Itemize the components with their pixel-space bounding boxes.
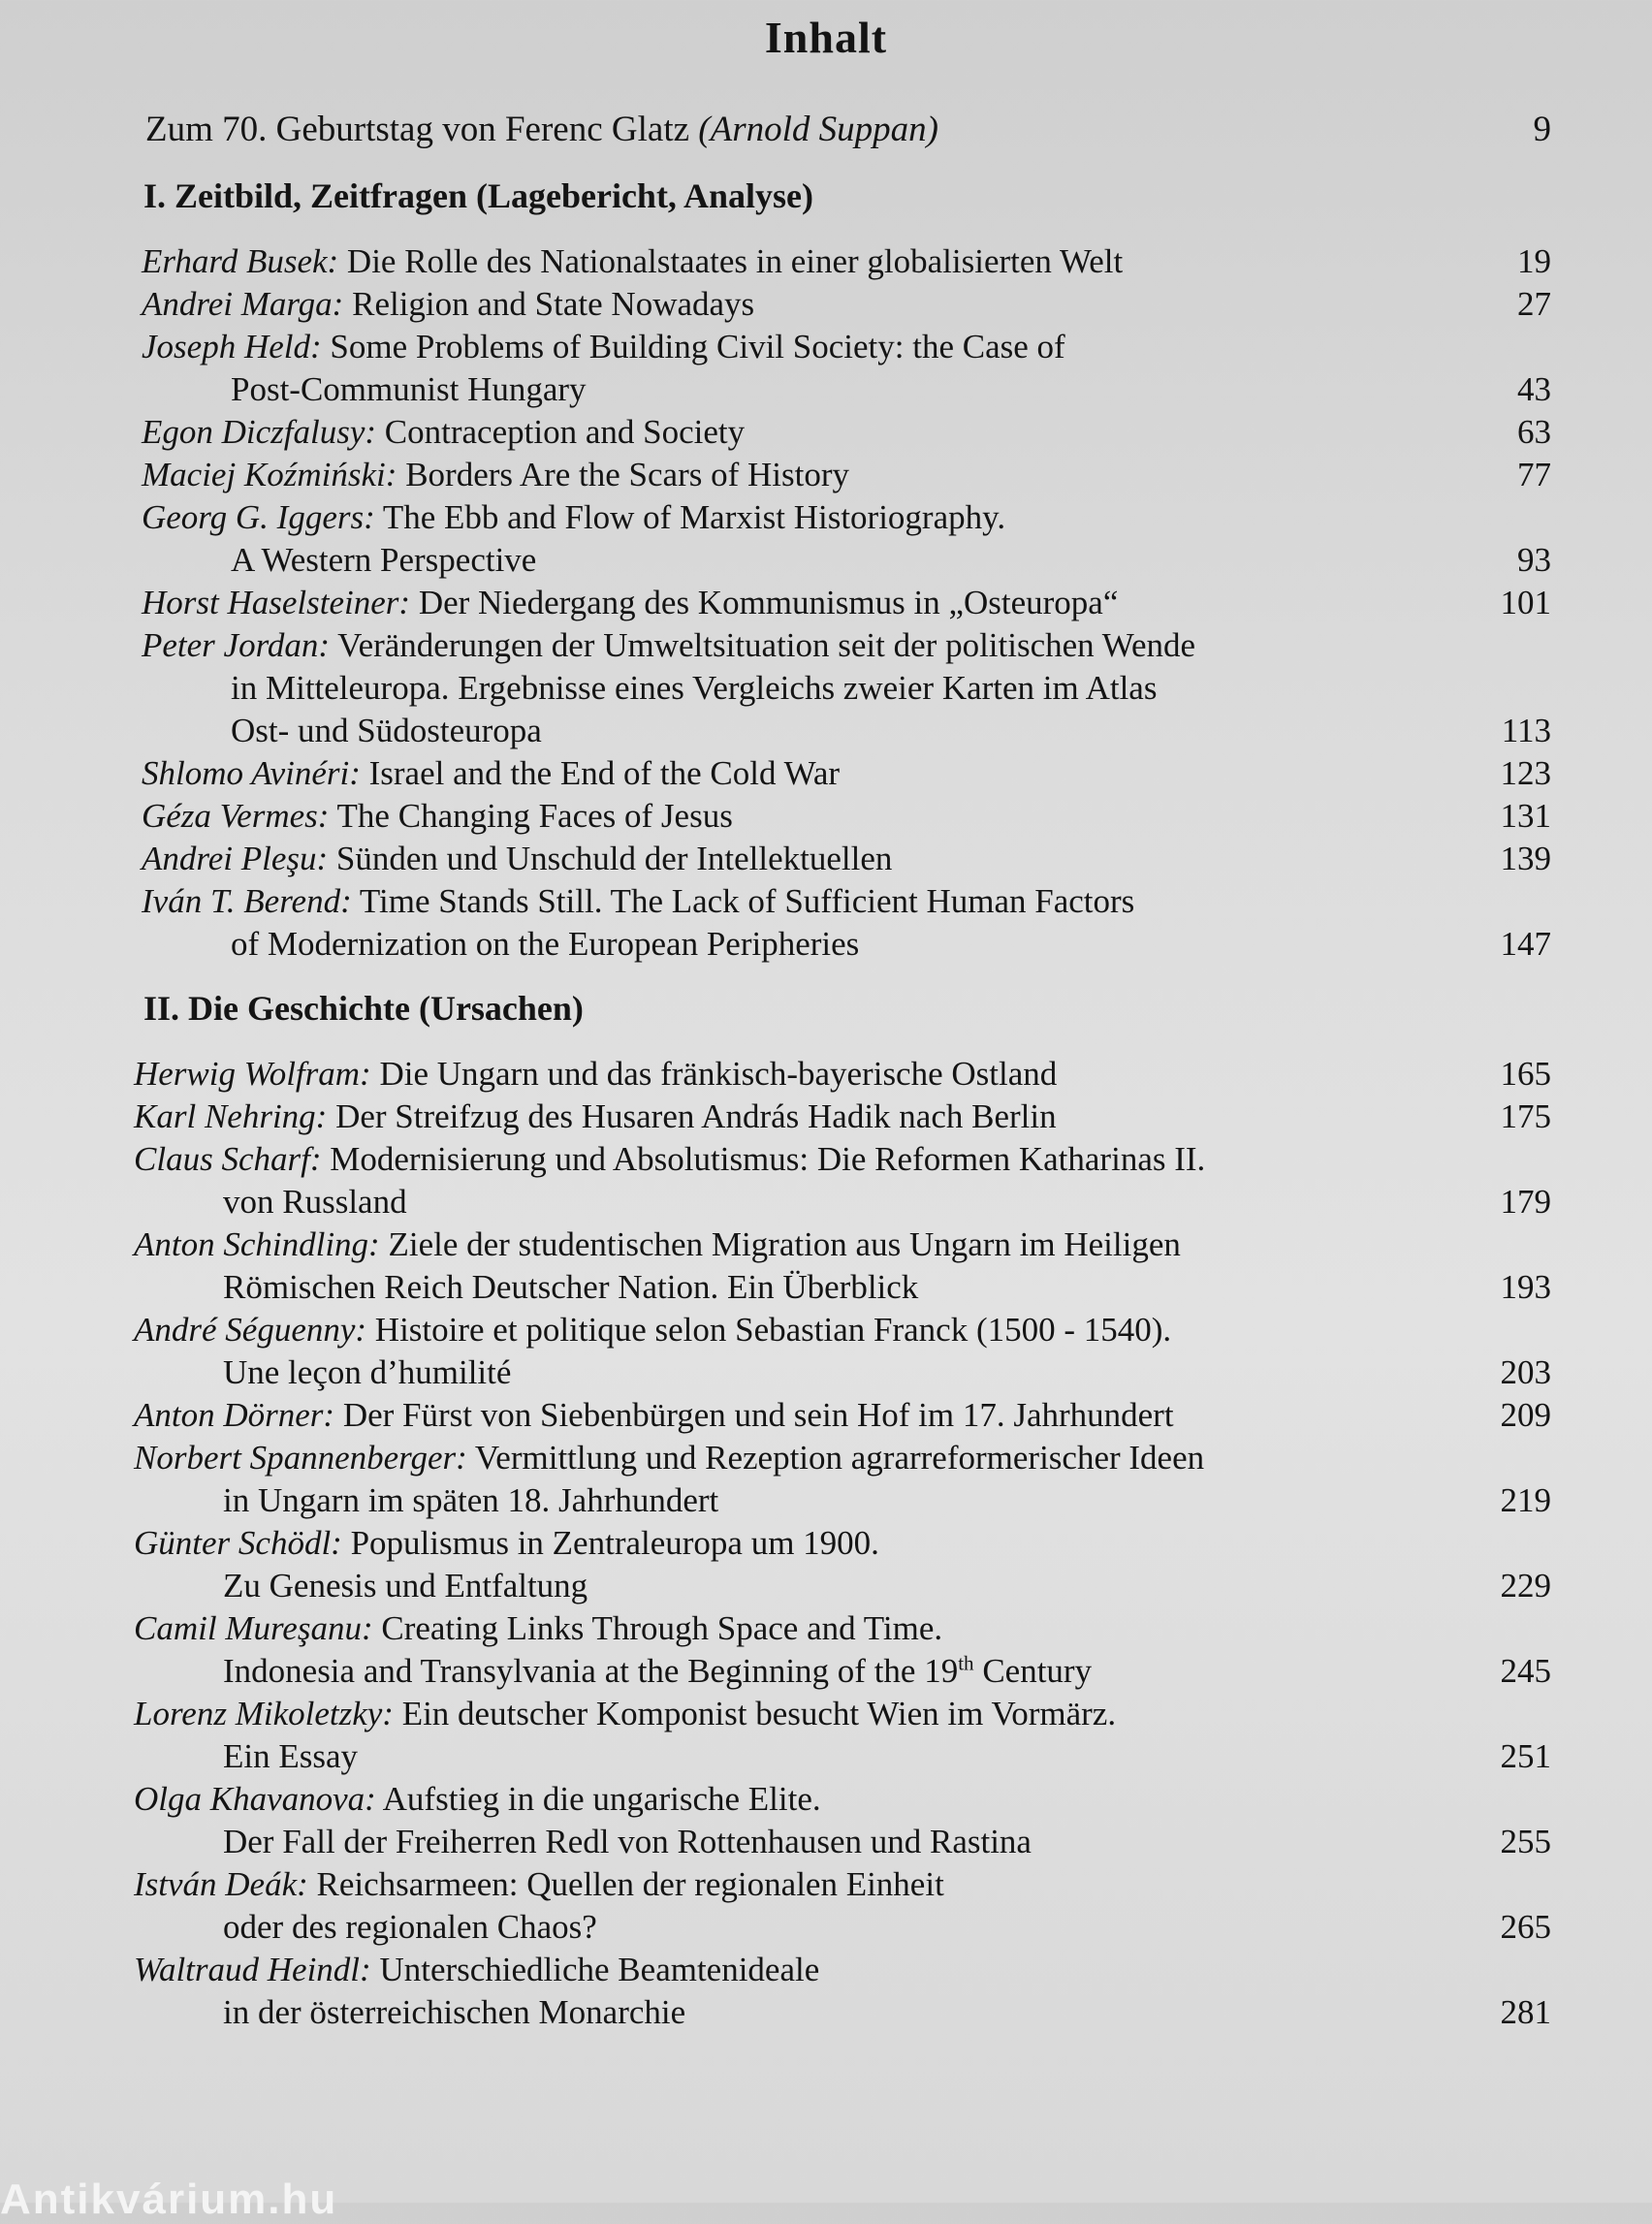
toc-entry xyxy=(126,1053,1551,1096)
page-number: 281 xyxy=(1500,1993,1551,2031)
page-number: 209 xyxy=(1500,1396,1551,1434)
entry-author: André Séguenny: xyxy=(134,1311,367,1349)
page-number: 139 xyxy=(1500,840,1551,877)
toc-entry xyxy=(126,240,1551,283)
entry-title: Borders Are the Scars of History xyxy=(397,456,850,493)
page-number: 193 xyxy=(1500,1268,1551,1306)
page-number: 147 xyxy=(1500,925,1551,963)
entry-author: Georg G. Iggers: xyxy=(142,498,375,536)
toc-entry xyxy=(126,880,1551,923)
entry-author: Anton Dörner: xyxy=(134,1396,335,1434)
entry-title-continued: von Russland xyxy=(223,1183,407,1221)
toc-entry xyxy=(126,752,1551,795)
entry-author: Andrei Pleşu: xyxy=(142,840,329,877)
page-number: 93 xyxy=(1517,541,1551,579)
entry-title: Histoire et politique selon Sebastian Franck (1500 - 1540). xyxy=(366,1311,1172,1349)
entry-author: Waltraud Heindl: xyxy=(134,1951,371,1988)
page-number: 251 xyxy=(1500,1737,1551,1775)
toc-entry xyxy=(126,454,1551,496)
toc-entry xyxy=(126,1223,1551,1266)
entry-author: Günter Schödl: xyxy=(134,1524,342,1562)
toc-entry xyxy=(126,624,1551,667)
page-number: 175 xyxy=(1500,1097,1551,1135)
entry-title: Ziele der studentischen Migration aus Ungarn im Heiligen xyxy=(379,1225,1181,1263)
toc-entry xyxy=(126,283,1551,326)
toc-entry-continuation xyxy=(126,1650,1551,1693)
entry-author: István Deák: xyxy=(134,1865,308,1903)
toc-entry xyxy=(126,1863,1551,1906)
entry-title: Modernisierung und Absolutismus: Die Reformen Katharinas II. xyxy=(321,1140,1206,1178)
page-number: 245 xyxy=(1500,1652,1551,1690)
entry-title: Vermittlung und Rezeption agrarreformerischer Ideen xyxy=(466,1439,1205,1477)
entry-title-continued: in Mitteleuropa. Ergebnisse eines Vergleichs zweier Karten im Atlas xyxy=(231,669,1158,707)
toc-entry-continuation xyxy=(126,710,1551,752)
entry-author: Maciej Koźmiński: xyxy=(142,456,397,493)
toc-entry xyxy=(126,1437,1551,1479)
entry-title: Zum 70. Geburtstag von Ferenc Glatz xyxy=(145,110,699,149)
entry-author: Shlomo Avinéri: xyxy=(142,754,361,792)
entry-title: Ein deutscher Komponist besucht Wien im Vormärz. xyxy=(393,1695,1117,1732)
entry-title-continued: Ein Essay xyxy=(223,1737,359,1775)
entry-title: Die Rolle des Nationalstaates in einer globalisierten Welt xyxy=(338,242,1124,280)
toc-entry xyxy=(126,326,1551,368)
entry-title-continued: A Western Perspective xyxy=(231,541,537,579)
page-number: 203 xyxy=(1500,1353,1551,1391)
entry-title: Some Problems of Building Civil Society: the Case of xyxy=(321,328,1065,365)
page-number: 165 xyxy=(1500,1055,1551,1093)
entry-title-continued: Indonesia and Transylvania at the Beginning of the 19 xyxy=(223,1652,959,1690)
entry-author: Andrei Marga: xyxy=(142,285,344,323)
page-number: 77 xyxy=(1517,456,1551,493)
toc-entry xyxy=(126,838,1551,880)
page-number: 63 xyxy=(1517,413,1551,451)
entry-title-continued-tail: Century xyxy=(973,1652,1093,1690)
page-number: 43 xyxy=(1517,370,1551,408)
toc-entry xyxy=(126,1949,1551,1991)
entry-title: The Changing Faces of Jesus xyxy=(329,797,733,835)
page-number: 19 xyxy=(1517,242,1551,280)
entry-author: Géza Vermes: xyxy=(142,797,330,835)
toc-entry-continuation xyxy=(126,1181,1551,1223)
entry-author: Erhard Busek: xyxy=(142,242,339,280)
toc-entry xyxy=(126,1693,1551,1735)
entry-title-continued: Ost- und Südosteuropa xyxy=(231,712,542,749)
table-of-contents xyxy=(126,109,1551,2034)
section-heading-2: II. Die Geschichte (Ursachen) xyxy=(143,989,584,1028)
entry-author: Horst Haselsteiner: xyxy=(142,584,411,621)
entry-author: Peter Jordan: xyxy=(142,626,331,664)
entry-title-continued: Der Fall der Freiherren Redl von Rottenhausen und Rastina xyxy=(223,1823,1032,1860)
entry-title: Der Niedergang des Kommunismus in „Osteuropa“ xyxy=(410,584,1119,621)
page-number: 265 xyxy=(1500,1908,1551,1946)
toc-entry xyxy=(126,795,1551,838)
page-number: 131 xyxy=(1500,797,1551,835)
section-1-entries xyxy=(126,240,1551,966)
entry-author: Egon Diczfalusy: xyxy=(142,413,377,451)
entry-title-continued: oder des regionalen Chaos? xyxy=(223,1908,597,1946)
entry-title: Contraception and Society xyxy=(376,413,746,451)
entry-author: Norbert Spannenberger: xyxy=(134,1439,467,1477)
page-number: 27 xyxy=(1517,285,1551,323)
entry-title: Populismus in Zentraleuropa um 1900. xyxy=(341,1524,879,1562)
toc-entry-continuation xyxy=(126,1735,1551,1778)
entry-author: Karl Nehring: xyxy=(134,1097,328,1135)
toc-entry xyxy=(126,496,1551,539)
toc-entry-continuation xyxy=(126,1351,1551,1394)
toc-entry-continuation xyxy=(126,923,1551,966)
watermark-text: Antikvárium.hu xyxy=(0,2176,338,2223)
entry-title-continued: in der österreichischen Monarchie xyxy=(223,1993,686,2031)
entry-author: Joseph Held: xyxy=(142,328,322,365)
toc-entry-continuation xyxy=(126,368,1551,411)
page-number: 113 xyxy=(1501,712,1551,749)
entry-author: Camil Mureşanu: xyxy=(134,1609,373,1647)
page-number: 229 xyxy=(1500,1567,1551,1604)
entry-title-continued: Römischen Reich Deutscher Nation. Ein Überblick xyxy=(223,1268,919,1306)
entry-author: Lorenz Mikoletzky: xyxy=(134,1695,394,1732)
page-number: 255 xyxy=(1500,1823,1551,1860)
entry-title: Israel and the End of the Cold War xyxy=(360,754,841,792)
toc-entry-continuation xyxy=(126,1565,1551,1607)
entry-title: Der Streifzug des Husaren András Hadik nach Berlin xyxy=(327,1097,1057,1135)
page-number: 9 xyxy=(1533,110,1551,149)
toc-entry-continuation xyxy=(126,1906,1551,1949)
entry-title: Sünden und Unschuld der Intellektuellen xyxy=(328,840,893,877)
toc-entry xyxy=(126,1138,1551,1181)
entry-title: The Ebb and Flow of Marxist Historiography. xyxy=(374,498,1006,536)
toc-entry xyxy=(126,1309,1551,1351)
page-number: 123 xyxy=(1500,754,1551,792)
entry-title: Unterschiedliche Beamtenideale xyxy=(370,1951,820,1988)
entry-title: Time Stands Still. The Lack of Sufficient Human Factors xyxy=(351,882,1135,920)
toc-entry-continuation xyxy=(126,667,1551,710)
page-title: Inhalt xyxy=(764,13,888,62)
entry-title-continued: Zu Genesis und Entfaltung xyxy=(223,1567,588,1604)
page-number: 179 xyxy=(1500,1183,1551,1221)
entry-author: Anton Schindling: xyxy=(134,1225,380,1263)
toc-entry xyxy=(126,1522,1551,1565)
entry-author: Herwig Wolfram: xyxy=(134,1055,371,1093)
entry-title: Religion and State Nowadays xyxy=(343,285,755,323)
toc-entry-continuation xyxy=(126,1821,1551,1863)
section-2-entries xyxy=(126,1053,1551,2034)
page-number: 101 xyxy=(1500,584,1551,621)
entry-title: Creating Links Through Space and Time. xyxy=(372,1609,943,1647)
entry-title-continued: in Ungarn im späten 18. Jahrhundert xyxy=(223,1481,719,1519)
entry-title-continued: of Modernization on the European Peripheries xyxy=(231,925,860,963)
toc-intro-entry xyxy=(126,109,1551,151)
entry-author: Claus Scharf: xyxy=(134,1140,322,1178)
toc-entry xyxy=(126,1607,1551,1650)
toc-entry xyxy=(126,582,1551,624)
entry-title: Veränderungen der Umweltsituation seit der politischen Wende xyxy=(330,626,1196,664)
entry-author: Olga Khavanova: xyxy=(134,1780,376,1818)
entry-title-continued: Une leçon d’humilité xyxy=(223,1353,512,1391)
entry-title-continued: Post-Communist Hungary xyxy=(231,370,587,408)
entry-author: (Arnold Suppan) xyxy=(698,110,938,149)
toc-entry-continuation xyxy=(126,539,1551,582)
toc-entry xyxy=(126,1394,1551,1437)
entry-title: Aufstieg in die ungarische Elite. xyxy=(375,1780,821,1818)
toc-entry-continuation xyxy=(126,1991,1551,2034)
toc-entry xyxy=(126,411,1551,454)
entry-title: Der Fürst von Siebenbürgen und sein Hof im 17. Jahrhundert xyxy=(334,1396,1174,1434)
page-number: 219 xyxy=(1500,1481,1551,1519)
toc-entry xyxy=(126,1096,1551,1138)
entry-title: Reichsarmeen: Quellen der regionalen Einheit xyxy=(307,1865,944,1903)
superscript: th xyxy=(958,1651,974,1675)
toc-entry xyxy=(126,1778,1551,1821)
toc-entry-continuation xyxy=(126,1266,1551,1309)
entry-author: Iván T. Berend: xyxy=(142,882,352,920)
section-heading-1: I. Zeitbild, Zeitfragen (Lagebericht, Analyse) xyxy=(143,176,813,215)
toc-entry-continuation xyxy=(126,1479,1551,1522)
entry-title: Die Ungarn und das fränkisch-bayerische Ostland xyxy=(370,1055,1058,1093)
